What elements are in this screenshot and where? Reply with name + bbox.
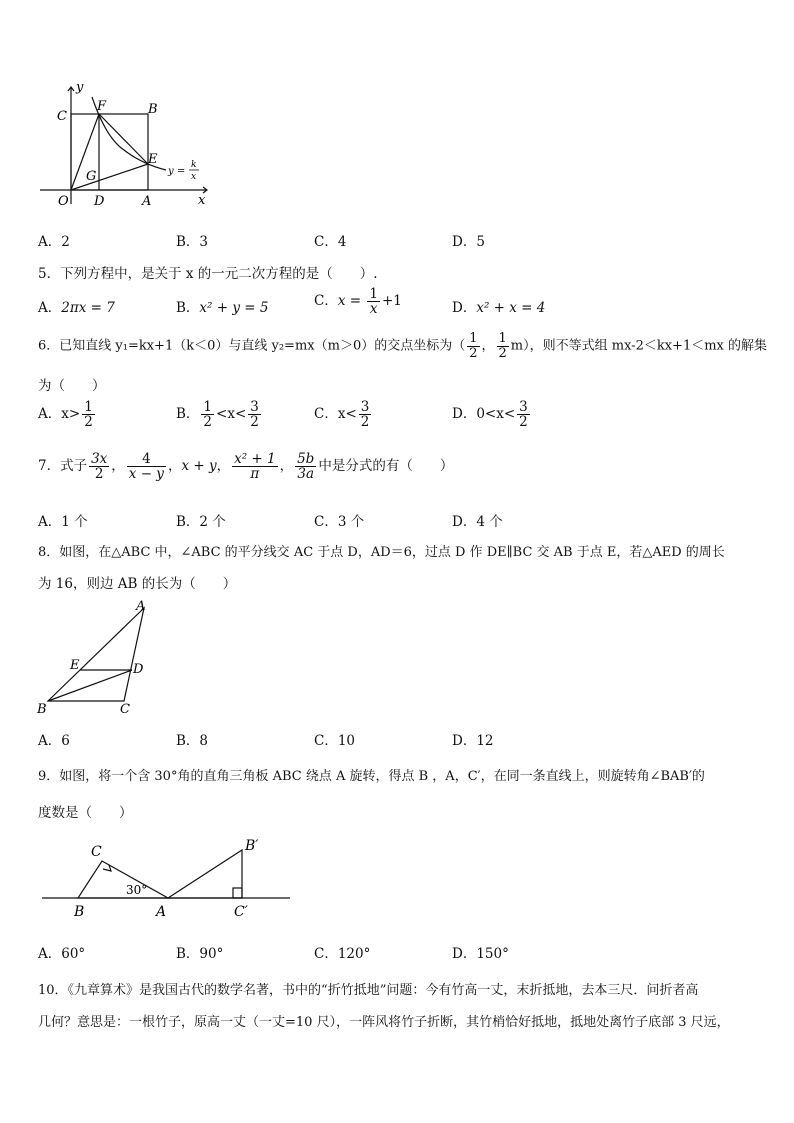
q6-option-d-fraction (517, 400, 530, 429)
q6-coord-x (467, 332, 479, 360)
q7-sep: ， (279, 458, 294, 475)
q7-sep: ， (111, 458, 125, 475)
frac-num: 3 (360, 399, 370, 415)
q6-option-c[interactable] (314, 400, 373, 429)
q7-stem (38, 452, 453, 481)
label-D: D (133, 662, 144, 677)
q4-option-a[interactable]: A．2 (38, 234, 70, 250)
triangle-ABC (48, 608, 144, 701)
curve-label-den: x (191, 172, 197, 182)
label-A: A (156, 904, 167, 920)
segment-FE (99, 114, 148, 164)
q5-option-d[interactable] (452, 296, 545, 316)
q6-comma: ， (481, 338, 495, 354)
q7-sep: ， (167, 458, 182, 475)
label-B-prime: B′ (245, 838, 259, 854)
q9-option-c[interactable]: C．120° (314, 946, 371, 962)
q6-option-d[interactable] (452, 400, 532, 429)
label-x: x (198, 193, 206, 208)
q7-sep: ， (216, 458, 231, 475)
q4-option-d[interactable]: D．5 (452, 234, 485, 250)
frac-num: 1 (369, 286, 378, 302)
q6-stem-line2: 为（ ） (38, 378, 106, 394)
q6-stem-part1: 6．已知直线 y₁=kx+1（k＜0）与直线 y₂=mx（m＞0）的交点坐标为（ (38, 338, 466, 354)
q5-option-b[interactable] (176, 296, 268, 316)
q6-option-a-label: A．x> (38, 406, 81, 423)
label-B: B (74, 904, 85, 920)
q6-option-c-label: C．x< (314, 406, 357, 423)
frac-den: 3a (297, 466, 315, 483)
segment-OE (71, 164, 148, 190)
q7-option-a[interactable]: A．1 个 (38, 514, 88, 530)
q8-option-c[interactable]: C．10 (314, 733, 356, 749)
frac-num: 1 (469, 331, 478, 346)
q4-option-b[interactable]: B．3 (176, 234, 209, 250)
frac-den: x − y (128, 466, 164, 483)
q6-stem-line1 (38, 332, 767, 360)
q9-option-d[interactable]: D．150° (452, 946, 509, 962)
q8-stem-line1: 8．如图，在△ABC 中，∠ABC 的平分线交 AC 于点 D，AD＝6，过点 D 作 DE∥BC 交 AB 于点 E，若△AED 的周长 (38, 545, 725, 560)
frac-num: 1 (203, 399, 213, 415)
q6-option-b-fraction2 (248, 400, 261, 429)
q7-expr-1 (89, 452, 109, 481)
frac-den: 2 (498, 345, 507, 361)
q9-option-a[interactable]: A．60° (38, 946, 86, 962)
label-C: C (91, 844, 102, 860)
frac-num: 1 (84, 399, 93, 415)
q5-option-a[interactable] (38, 296, 115, 316)
label-A: A (136, 599, 146, 614)
label-angle: 30° (126, 883, 148, 897)
q4-option-c[interactable]: C．4 (314, 234, 347, 250)
q7-expr-3: x + y (181, 458, 217, 475)
q7-prefix: 7．式子 (38, 458, 88, 475)
q5-option-d-expr: x² + x = 4 (476, 300, 546, 316)
q5-stem: 5．下列方程中，是关于 x 的一元二次方程的是（ ）. (38, 266, 378, 282)
q6-option-a-fraction (82, 400, 95, 429)
frac-den: 2 (84, 414, 93, 431)
frac-num: 5b (297, 451, 315, 467)
q5-option-a-expr: 2πx = 7 (61, 300, 115, 316)
frac-num: 1 (498, 331, 507, 346)
frac-den: 2 (360, 414, 370, 431)
q8-option-b[interactable]: B．8 (176, 733, 209, 749)
q5-option-c-label: C． (314, 293, 338, 310)
frac-num: x² + 1 (234, 451, 276, 467)
frac-den: 2 (203, 414, 213, 431)
right-angle-mark-C (103, 865, 111, 871)
triangle-AB-prime-C-prime (168, 850, 242, 898)
q6-option-b[interactable] (176, 400, 263, 429)
frac-den: π (250, 466, 260, 483)
q5-option-c-fraction (367, 287, 380, 316)
curve-label-num: k (191, 160, 197, 170)
q5-option-d-label: D． (452, 300, 477, 316)
q5-option-b-label: B． (176, 300, 200, 316)
frac-num: 3x (91, 451, 108, 467)
label-C-prime: C′ (234, 904, 248, 920)
q9-stem-line2: 度数是（ ） (38, 805, 133, 821)
q6-option-b-mid: <x< (216, 406, 247, 423)
frac-den: 2 (250, 414, 259, 431)
frac-den: 2 (519, 414, 528, 431)
q7-option-d[interactable]: D．4 个 (452, 514, 503, 530)
q6-option-c-fraction (359, 400, 372, 429)
label-E: E (148, 152, 158, 167)
frac-den: 2 (469, 345, 478, 361)
q6-option-b-label: B． (176, 406, 200, 423)
q5-option-c-lhs: x = (337, 293, 362, 310)
curve-label-lhs: y = (168, 166, 186, 177)
q8-option-d[interactable]: D．12 (452, 733, 494, 749)
label-y: y (76, 80, 84, 95)
label-F: F (97, 99, 107, 114)
label-B: B (148, 102, 158, 117)
q7-expr-2 (127, 452, 166, 481)
q7-expr-5 (295, 452, 316, 481)
right-angle-mark-C-prime (233, 888, 242, 898)
q7-option-b[interactable]: B．2 个 (176, 514, 226, 530)
triangle-ABC (78, 861, 168, 898)
label-B: B (37, 702, 47, 716)
label-G: G (86, 169, 97, 184)
label-D: D (94, 194, 105, 209)
q8-stem-line2: 为 16，则边 AB 的长为（ ） (38, 576, 237, 592)
q10-stem-line1: 10．《九章算术》是我国古代的数学名著，书中的“折竹抵地”问题：今有竹高一丈，末折抵地，去本三尺．问折者高 (38, 983, 699, 998)
frac-den: 2 (94, 466, 104, 483)
q6-option-d-label: D．0<x< (452, 406, 516, 423)
q9-stem-line1: 9．如图，将一个含 30°角的直角三角板 ABC 绕点 A 旋转，得点 B ，A，C′，在同一条直线上，则旋转角∠BAB′的 (38, 769, 705, 784)
q8-figure (30, 598, 160, 716)
q5-option-c-rest: +1 (381, 293, 402, 310)
frac-num: 3 (250, 399, 259, 415)
segment-BD (48, 670, 132, 701)
q6-option-a[interactable] (38, 400, 97, 429)
q9-option-b[interactable]: B．90° (176, 946, 224, 962)
q7-expr-4 (232, 452, 278, 481)
q7-option-c[interactable]: C．3 个 (314, 514, 365, 530)
q8-option-a[interactable]: A．6 (38, 733, 70, 749)
label-O: O (58, 194, 69, 209)
q5-option-b-expr: x² + y = 5 (199, 300, 269, 316)
frac-num: 4 (127, 452, 166, 467)
label-C: C (57, 109, 67, 124)
q6-coord-y (497, 332, 509, 360)
q9-figure (40, 828, 294, 926)
label-A: A (142, 194, 152, 209)
q5-option-a-label: A． (38, 300, 62, 316)
frac-den: x (369, 301, 378, 318)
label-E: E (70, 658, 80, 673)
frac-num: 3 (519, 399, 528, 415)
q6-stem-part2: m），则不等式组 mx-2＜kx+1＜mx 的解集 (510, 338, 768, 354)
q5-option-c[interactable] (314, 287, 402, 316)
q10-stem-line2: 几何？意思是：一根竹子，原高一丈（一丈=10 尺），一阵风将竹子折断，其竹梢恰好抵地，抵地处离竹子底部 3 尺远， (38, 1015, 730, 1030)
q6-option-b-fraction1 (201, 400, 214, 429)
label-C: C (120, 702, 130, 716)
q4-figure (38, 78, 218, 210)
q7-suffix: 中是分式的有（ ） (318, 458, 454, 475)
